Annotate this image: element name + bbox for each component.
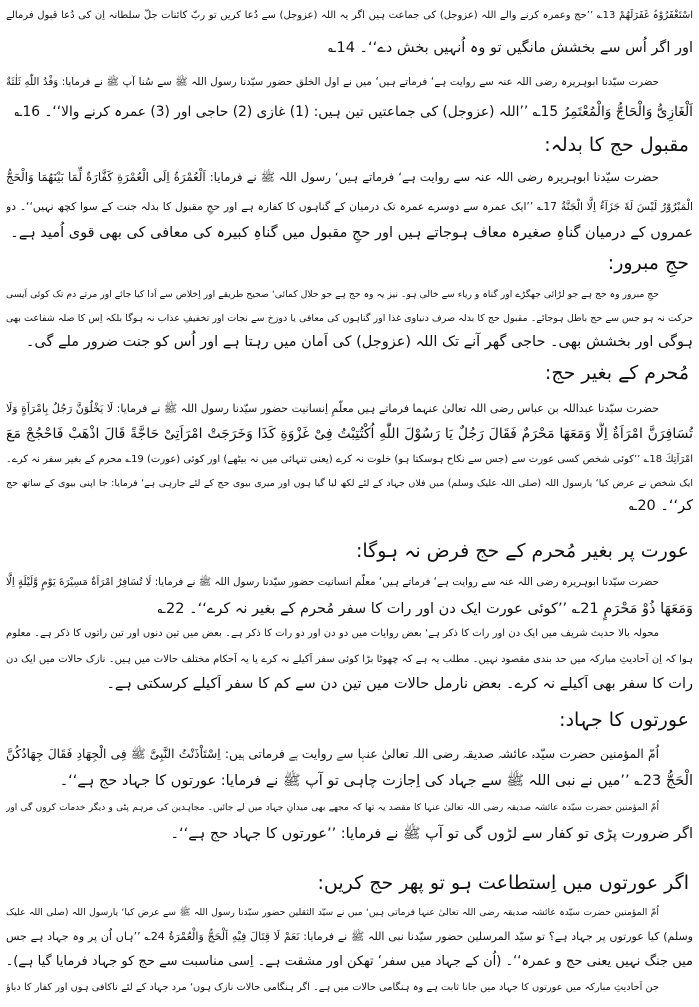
section-heading: اگر عورتوں میں اِستطاعت ہو تو پھر حج کریں:: [317, 872, 689, 894]
section-heading: مُحرم کے بغیر حج:: [544, 362, 689, 384]
text-line: اُمّ المؤمنین حضرت سیّدہ عائشہ صدیقہ رضی اللہ تعالیٰ عنہا کا مقصد یہ تھا کہ مجھے بھی میدانِ جہاد میں لے جائیں۔ مجاہدین کی مرہم پٹی و دیگر خدمات کروں گی اور: [6, 803, 659, 813]
text-line: الْمَبْرُوْرُ لَيْسَ لَهٗ جَزَآءٌ اِلَّا الْجَنَّةُ 17؎ ’’ایک عمرہ سے دوسرے عمرہ تک درمیان کے گناہوں کا کفارہ ہے اور حجِ مقبول کا بدلہ جنت کے سوا کچھ نہیں‘‘۔ دو: [6, 200, 693, 213]
text-line: حضرت سیّدنا عبداللہ بن عباس رضی اللہ تعالیٰ عنہما فرماتے ہیں معلّمِ اِنسانیت حضور سیّدنا رسول اللہ ﷺ نے فرمایا: لَا يَخْلُوَنَّ رَجُلٌ بِامْرَاَةٍ وَلَا: [6, 402, 659, 415]
text-line: حضرت سیّدنا ابوہریرہ رضی اللہ عنہ سے روایت ہے‘ فرماتے ہیں‘ میں نے اول الخلق حضور سیّدنا رسول اللہ ﷺ سے سُنا آپ ﷺ نے فرمایا: وَفْدُ اللّٰهِ ثَلٰثَةٌ: [6, 76, 659, 88]
text-line: ہوگی اور بخشش بھی۔ حاجی گھر آنے تک اللہ (عزوجل) کی اَمان میں رہتا ہے اور اُس کو جنت ضرور ملے گی۔: [25, 334, 693, 350]
text-line: وَمَعَهَا ذُوْ مَحْرَمٍ 21؎ ’’کوئی عورت ایک دن اور رات کا سفر مُحرم کے بغیر نہ کرے‘‘۔ 22؎: [157, 601, 693, 617]
text-line: الْحَجُّ 23؎ ’’میں نے نبی اللہ ﷺ سے جہاد کی اِجازت چاہی تو آپ ﷺ نے فرمایا: عورتوں کا جہاد حج ہے‘‘۔: [59, 773, 693, 789]
text-line: حجِ مبرور وہ حج ہے جو لڑائی جھگڑے اور گناہ و ریاء سے خالی ہو۔ نیز یہ وہ حج ہے جو حلال کمائی‘ صحیح طریقے اور اِخلاص سے اَدا کیا جائے اور مرتے دم تک کوئی اَیسی: [6, 289, 659, 300]
text-line: اسْتَغْفَرُوْہُ غَفَرَلَهُمْ 13؎ ’’حج وعمرہ کرنے والے اللہ (عزوجل) کی جماعت ہیں اگر یہ اللہ (عزوجل) سے دُعا کریں تو ربّ کائنات جلّ سلطانہ اِن کی دُعا قبول فرمالے: [6, 10, 693, 21]
text-line: رات کا سفر بھی اَکیلے نہ کرے۔ بعض نارمل حالات میں تین دن سے کم کا سفر اَکیلے کرسکتی ہے۔: [106, 676, 693, 692]
text-line: ہوا کہ اِن اَحادیثِ مبارکہ میں حد بندی مقصود نہیں۔ مطلب یہ ہے کہ چھوٹا بڑا کوئی سفر اَکیلے نہ کرے یا یہ اَحکام مختلف حالات میں ہیں۔ نازک حالات میں ایک دن: [6, 654, 693, 665]
text-line: وسلم) کیا عورتوں پر جہاد ہے؟ تو سیّد المرسلین حضور سیّدنا نبی اللہ ﷺ نے فرمایا: نَعَمْ لَا قِتَالَ فِيْهِ اَلْحَجُّ وَالْعُمْرَةُ 24؎ ’’ہاں اُن پر وہ جہاد ہے جس: [6, 930, 693, 943]
text-line: اگر ضرورت پڑی تو کفار سے لڑوں گی تو آپ ﷺ نے فرمایا: ’’عورتوں کا جہاد حج ہے‘‘۔: [170, 826, 693, 842]
section-heading: مقبول حج کا بدلہ:: [544, 134, 689, 156]
text-line: حضرت سیّدنا ابوہریرہ رضی اللہ عنہ سے روایت ہے‘ فرماتے ہیں‘ رسول اللہ ﷺ نے فرمایا: اَلْعُمْرَةُ اِلَی الْعُمْرَةِ كَفَّارَةٌ لِّمَا بَيْنَهُمَا وَالْحَجُّ: [6, 170, 659, 184]
section-heading: حجِ مبرور:: [607, 252, 689, 274]
text-line: کر‘‘۔ 20؎: [628, 498, 693, 514]
text-line: محولہ بالا حدیث شریف میں ایک دن اور رات کا ذکر ہے‘ بعض روایات میں دو دن اور دو رات کا ذکر ہے۔ بعض میں تین دنوں اور تین راتوں کا ذکر ہے۔ معلوم: [6, 628, 659, 639]
text-line: اُمّ المؤمنین حضرت سیّدہ عائشہ صدیقہ رضی اللہ تعالیٰ عنہا فرماتی ہیں‘ میں نے سیّد الثقلین حضور سیّدنا رسول اللہ ﷺ سے عرض کیا‘ یارسول اللہ (صلی اللہ علیک: [6, 907, 659, 918]
text-line: میں جنگ نہیں یعنی حج و عمرہ‘‘۔ (اُن کے جہاد میں سفر‘ تھکن اور مشقت ہے۔ اِسی مناسبت سے حج کو جہاد فرمایا گیا ہے)۔: [6, 954, 693, 969]
text-line: عمروں کے درمیان گناہِ صغیرہ معاف ہوجاتے ہیں اور حجِ مقبول میں گناہِ کبیرہ کی معافی کی بھی قوی اُمید ہے۔: [10, 225, 693, 241]
section-heading: عورتوں کا جہاد:: [559, 709, 689, 731]
text-line: ایک شخص نے عرض کیا‘ یارسول اللہ (صلی اللہ علیک وسلم) میں فلاں جہاد کے لئے لکھ لیا گیا ہوں اور میری بیوی حج کے لئے جارہی ہے‘ فرمایا: جا اپنی بیوی کے ساتھ حج: [6, 478, 693, 489]
text-line: اُمّ المؤمنین حضرت سیّدہ عائشہ صدیقہ رضی اللہ تعالیٰ عنہا سے روایت ہے فرماتی ہیں: اِسْتَاْذَنْتُ النَّبِیَّ ﷺ فِی الْجِهَادِ فَقَالَ جِهَادُكُنَّ: [6, 747, 659, 761]
section-heading: عورت پر بغیر مُحرم کے حج فرض نہ ہوگا:: [356, 540, 689, 562]
text-line: امْرَاَتِكَ 18؎ ’’کوئی شخص کسی عورت سے (جس سے نکاح ہوسکتا ہو) خلوت نہ کرے (یعنی تنہائی میں نہ بیٹھے) اور کوئی (عورت) 19؎ محرم کے بغیر سفر نہ کرے۔: [6, 454, 693, 465]
text-line: جن اَحادیثِ مبارکہ میں عورتوں کا جہاد میں جانا ثابت ہے وہ ہنگامی حالات میں ہے۔ اگر ہنگامی حالات نازک ہوں‘ مرد جہاد کے لئے ناکافی ہوں اور کفار کا دباؤ: [6, 982, 659, 993]
text-line: اور اگر اُس سے بخشش مانگیں تو وہ اُنہیں بخش دے‘‘۔ 14؎: [328, 40, 693, 56]
text-line: حضرت سیّدنا ابوہریرہ رضی اللہ عنہ سے روایت ہے‘ فرماتے ہیں‘ معلّم انسانیت حضور سیّدنا رسول اللہ ﷺ نے فرمایا: لَا تُسَافِرُ امْرَاَةٌ مَسِيْرَةَ يَوْمٍ وَّلَيْلَةٍ اِلَّا: [6, 576, 659, 588]
text-line: تُسَافِرَنَّ امْرَاَةٌ اِلَّا وَمَعَهَا مَحْرَمٌ فَقَالَ رَجُلٌ يَا رَسُوْلَ اللّٰهِ اُكْتُتِبْتُ فِیْ غَزْوَةِ كَذَا وَخَرَجَتْ امْرَاَتِیْ حَاجَّةً قَالَ اذْهَبْ فَاحْجُجْ مَعَ: [6, 426, 693, 442]
text-line: حرکت نہ ہو جس سے حج باطل ہوجائے۔ مقبول حج کا بدلہ صرف دنیاوی غذا اور گناہوں کی معافی یا دوزخ سے نجات اور تخفیفِ عذاب نہ ہوگا بلکہ اِس کا صلہ شفاعت بھی: [6, 313, 693, 324]
text-line: اَلْغَازِیُّ وَالْحَاجُّ وَالْمُعْتَمِرُ 15؎ ’’اللہ (عزوجل) کی جماعتیں تین ہیں: (1) غازی (2) حاجی اور (3) عمرہ کرنے والا‘‘۔ 16؎: [14, 104, 693, 120]
